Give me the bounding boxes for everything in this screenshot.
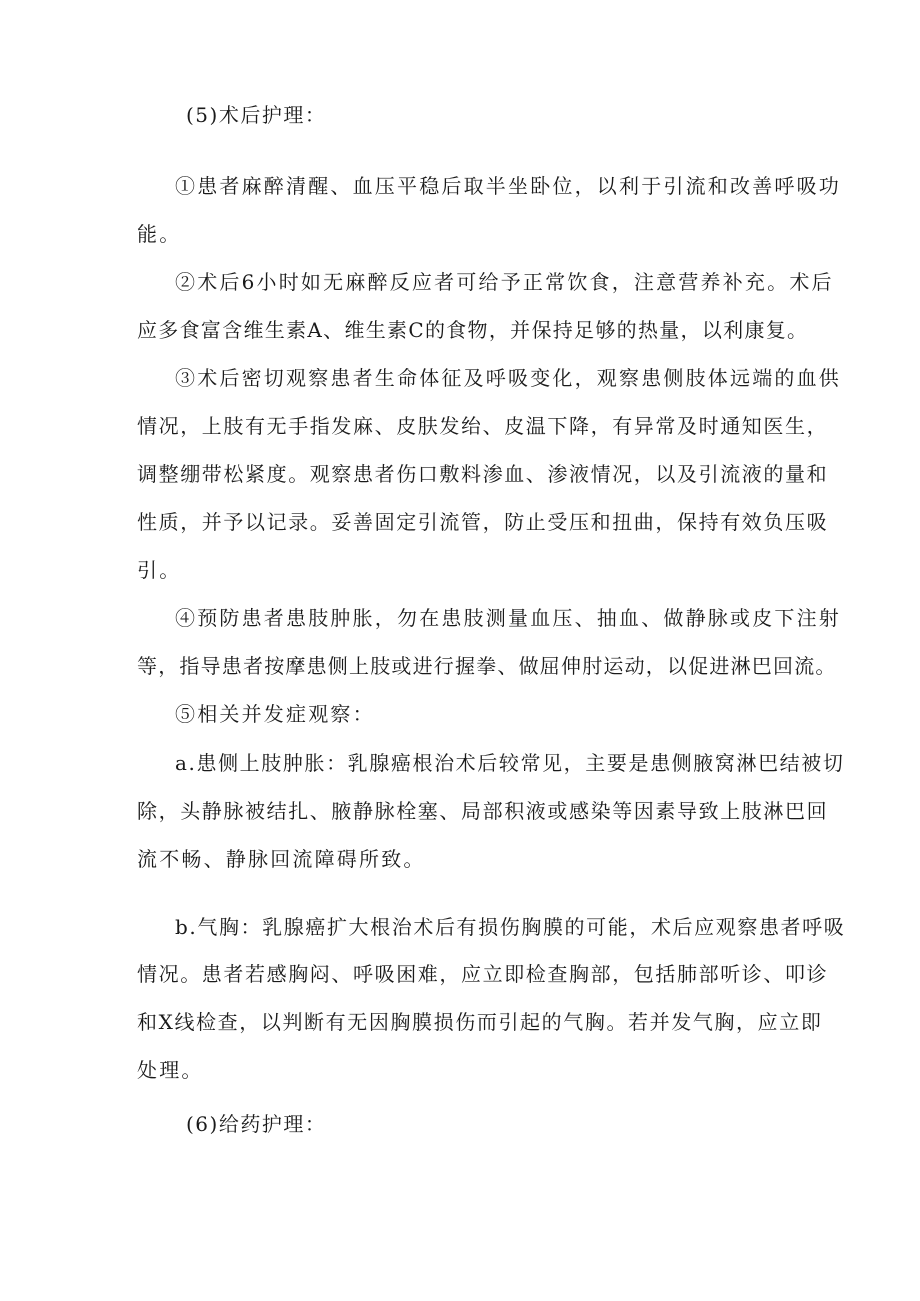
item-3-line-1: ③术后密切观察患者生命体征及呼吸变化，观察患侧肢体远端的血供	[175, 366, 841, 390]
item-4-line-2: 等，指导患者按摩患侧上肢或进行握拳、做屈伸肘运动，以促进淋巴回流。	[137, 654, 837, 678]
item-1-line-1: ①患者麻醉清醒、血压平稳后取半坐卧位，以利于引流和改善呼吸功	[175, 174, 841, 198]
item-2-line-1: ②术后6小时如无麻醉反应者可给予正常饮食，注意营养补充。术后	[175, 270, 834, 294]
item-3-line-4: 性质，并予以记录。妥善固定引流管，防止受压和扭曲，保持有效负压吸	[137, 510, 829, 534]
item-5b-line-1: b.气胸：乳腺癌扩大根治术后有损伤胸膜的可能，术后应观察患者呼吸	[175, 915, 846, 939]
item-3-line-5: 引。	[137, 558, 182, 582]
item-5b-line-2: 情况。患者若感胸闷、呼吸困难，应立即检查胸部，包括肺部听诊、叩诊	[137, 962, 829, 986]
item-3-line-2: 情况，上肢有无手指发麻、皮肤发绐、皮温下降，有异常及时通知医生，	[137, 414, 829, 438]
item-2-line-2: 应多食富含维生素A、维生素C的食物，并保持足够的热量，以利康复。	[137, 318, 809, 342]
section-5-heading: (5)术后护理：	[186, 103, 327, 127]
item-4-line-1: ④预防患者患肢肿胀，勿在患肢测量血压、抽血、做静脉或皮下注射	[175, 606, 841, 630]
item-5a-line-3: 流不畅、静脉回流障碍所致。	[137, 847, 426, 871]
item-1-line-2: 能。	[137, 222, 182, 246]
item-5-line-1: ⑤相关并发症观察：	[175, 702, 375, 726]
item-5b-line-4: 处理。	[137, 1058, 204, 1082]
item-3-line-3: 调整绷带松紧度。观察患者伤口敷料渗血、渗液情况，以及引流液的量和	[137, 462, 829, 486]
item-5a-line-1: a.患侧上肢肿胀：乳腺癌根治术后较常见，主要是患侧腋窝淋巴结被切	[175, 751, 845, 775]
item-5a-line-2: 除，头静脉被结扎、腋静脉栓塞、局部积液或感染等因素导致上肢淋巴回	[137, 799, 829, 823]
section-6-heading: (6)给药护理：	[186, 1112, 327, 1136]
item-5b-line-3: 和X线检查，以判断有无因胸膜损伤而引起的气胸。若并发气胸，应立即	[137, 1010, 823, 1034]
